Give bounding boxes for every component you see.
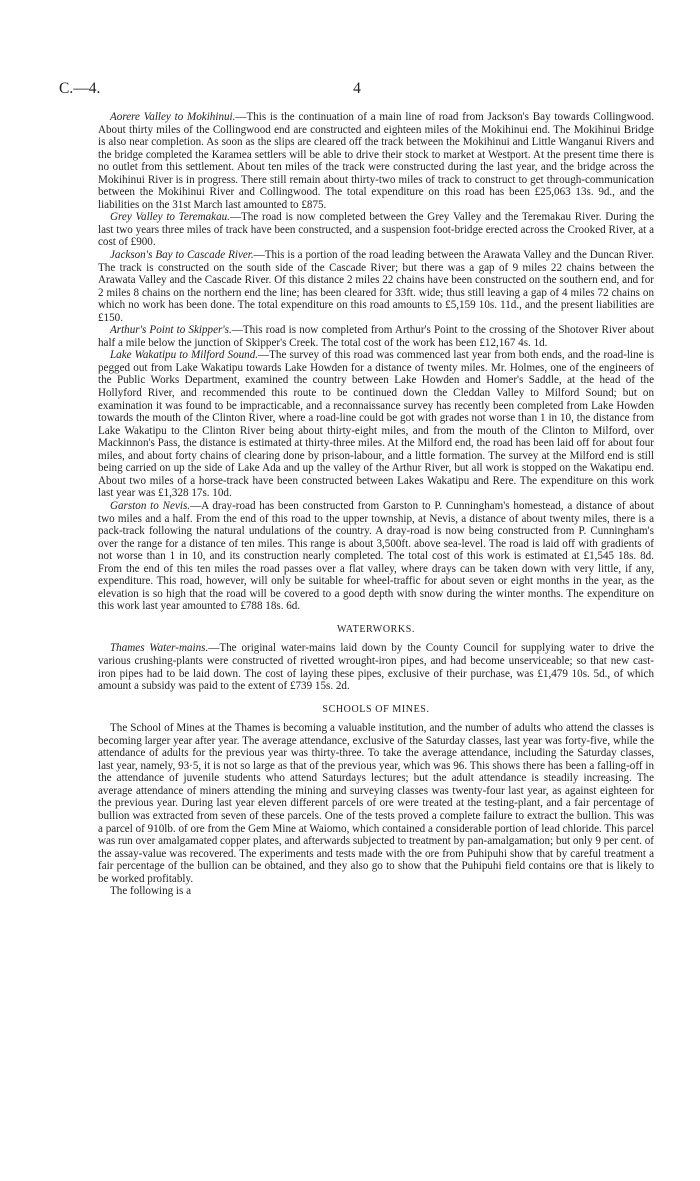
road-text: —The survey of this road was commenced last year from both ends, and the road-line is pegged out from Lake Wakatipu towards Lake Howden for a distance of twenty miles. Mr. Holmes, one of the engineers of the Public Works Department, examined the country between Lake Howden and Homer's Saddle, at the head of the Hollyford River, and recommended this route to be continued down the Cleddan Valley to Milford Sound; but on examination it was found to be impracticable, and a reconnaissance survey has recently been completed from Lake Howden towards the mouth of the Clinton River, where a road-line could be got with grades not worse than 1 in 10, the distance from Lake Wakatipu to the Clinton River being about thirty-eight miles, and from the mouth of the Clinton to Milford, over Mackinnon's Pass, the distance is estimated at thirty-three miles. At the Milford end, the road has been laid off for about four miles, and about forty chains of clearing done by prison-labour, and a little formation. The survey at the Milford end is still being carried on up the side of Lake Ada and up the valley of the Arthur River, but all work is stopped on the Wakatipu end. About two miles of a horse-track have been constructed between Lakes Wakatipu and Rere. The expenditure on this work last year was £1,328 17s. 10d. xyxy=(98,349,655,500)
road-text: —The road is now completed between the Grey Valley and the Teremakau River. During the last two years three miles of track have been constructed, and a suspension foot-bridge erected across the Crooked River, at a cost of £900. xyxy=(98,211,654,249)
paragraph-arthurs-point xyxy=(98,324,654,349)
section-text: —The original water-mains laid down by the County Council for supplying water to drive the various crushing-plants were constructed of rivetted wrought-iron pipes, and had become unserviceable; so that new cast-iron pipes had to be laid down. The cost of laying these pipes, exclusive of their purchase, was £1,479 10s. 5d., of which amount a subsidy was paid to the extent of £739 15s. 2d. xyxy=(98,642,655,693)
section-heading-schools-of-mines: SCHOOLS OF MINES. xyxy=(322,703,430,715)
road-text: —This road is now completed from Arthur's Point to the crossing of the Shotover River about half a mile below the junction of Skipper's Creek. The total cost of the work has been £12,167 4s. 1d. xyxy=(98,324,654,349)
paragraph-jacksons-bay xyxy=(98,249,654,324)
road-title: Grey Valley to Teremakau. xyxy=(110,211,230,224)
page-number: 4 xyxy=(353,80,361,97)
road-title: Jackson's Bay to Cascade River. xyxy=(110,249,254,262)
section-title: Thames Water-mains. xyxy=(110,642,209,655)
series-code: C.—4. xyxy=(59,80,101,97)
paragraph-grey-valley xyxy=(98,211,654,249)
paragraph-garston xyxy=(98,500,654,613)
road-title: Lake Wakatipu to Milford Sound. xyxy=(110,349,259,362)
road-title: Garston to Nevis. xyxy=(110,499,191,512)
paragraph-lake-wakatipu xyxy=(98,349,654,500)
paragraph-thames-water-mains xyxy=(98,642,654,692)
road-text: —This is the continuation of a main line of road from Jackson's Bay towards Collingwood. About thirty miles of the Collingwood end are constructed and eighteen miles of the Mokihinui end. The Mokihinui Bridge is also near completion. As soon as the slips are cleared off the track between the Mokihinui and Little Wanganui Rivers and the bridge completed the Karamea settlers will be able to drive their stock to market at Westport. At the present time there is no outlet from this settlement. About ten miles of the track were constructed during the last year, and the bridge across the Mokihinui River is in progress. There still remain about thirty-two miles of track to construct to get through-communication between the Mokihinui River and Collingwood. The total expenditure on this road has been £25,063 13s. 9d., and the liabilities on the 31st March last amounted to £875. xyxy=(98,111,654,211)
paragraph-schools-of-mines: The School of Mines at the Thames is becoming a valuable institution, and the number of adults who attend the classes is becoming larger year after year. The average attendance, exclusive of the Saturday classes, last year was forty-five, while the attendance of adults for the previous year was thirty-three. To take the average attendance, including the Saturday classes, last year, namely, 93·5, it is not so large as that of the previous year, which was 96. This shows there has been a falling-off in the attendance of juvenile students who attend Saturdays lectures; but the adult attendance is steadily increasing. The average attendance of miners attending the mining and surveying classes was twenty-four last year, as against eighteen for the previous year. During last year eleven different parcels of ore were treated at the testing-plant, and a fair percentage of bullion was extracted from seven of these parcels. One of the tests proved a complete failure to extract the bullion. This was a parcel of 910lb. of ore from the Gem Mine at Waiomo, which contained a considerable portion of lead chloride. This parcel was run over amalgamated copper plates, and afterwards subjected to treatment by pan-amalgamation; but only 9 per cent. of the assay-value was recovered. The experiments and tests made with the ore from Puhipuhi show that by careful treatment a fair percentage of the bullion can be obtained, and they also go to show that the Puhipuhi field contains ore that is likely to be worked profitably. xyxy=(98,722,654,885)
road-text: —This is a portion of the road leading between the Arawata Valley and the Duncan River. The track is constructed on the south side of the Cascade River; but there was a gap of 9 miles 22 chains between the Arawata Valley and the Cascade River. Of this distance 2 miles 22 chains have been constructed on the southern end, and for 2 miles 8 chains on the northern end the line; has been cleared for 33ft. wide; thus still leaving a gap of 4 miles 72 chains on which no work has been done. The total expenditure on this road amounts to £5,159 10s. 11d., and the present liabilities are £150. xyxy=(98,249,654,324)
paragraph-aorere xyxy=(98,111,654,211)
section-heading-waterworks: WATERWORKS. xyxy=(337,623,415,635)
document-body xyxy=(98,111,654,898)
road-text: —A dray-road has been constructed from Garston to P. Cunningham's homestead, a distance of about two miles and a half. From the end of this road to the upper township, at Nevis, a distance of about twenty miles, there is a pack-track following the natural undulations of the country. A dray-road is now being constructed from P. Cunningham's over the range for a distance of ten miles. This range is about 3,500ft. above sea-level. The road is laid off with gradients of not worse than 1 in 10, and its construction nearly completed. The total cost of this work is estimated at £1,545 18s. 8d. From the end of this ten miles the road passes over a flat valley, where drays can be taken down with very little, if any, expenditure. This road, however, will only be suitable for wheel-traffic for about seven or eight months in the year, as the elevation is so high that the road will be covered to a good depth with snow during the winter months. The expenditure on this work last year amounted to £788 18s. 6d. xyxy=(98,499,655,613)
road-title: Arthur's Point to Skipper's. xyxy=(110,324,232,337)
road-title: Aorere Valley to Mokihinui. xyxy=(110,111,236,123)
paragraph-following: The following is a xyxy=(110,885,192,898)
page-header xyxy=(59,80,655,100)
